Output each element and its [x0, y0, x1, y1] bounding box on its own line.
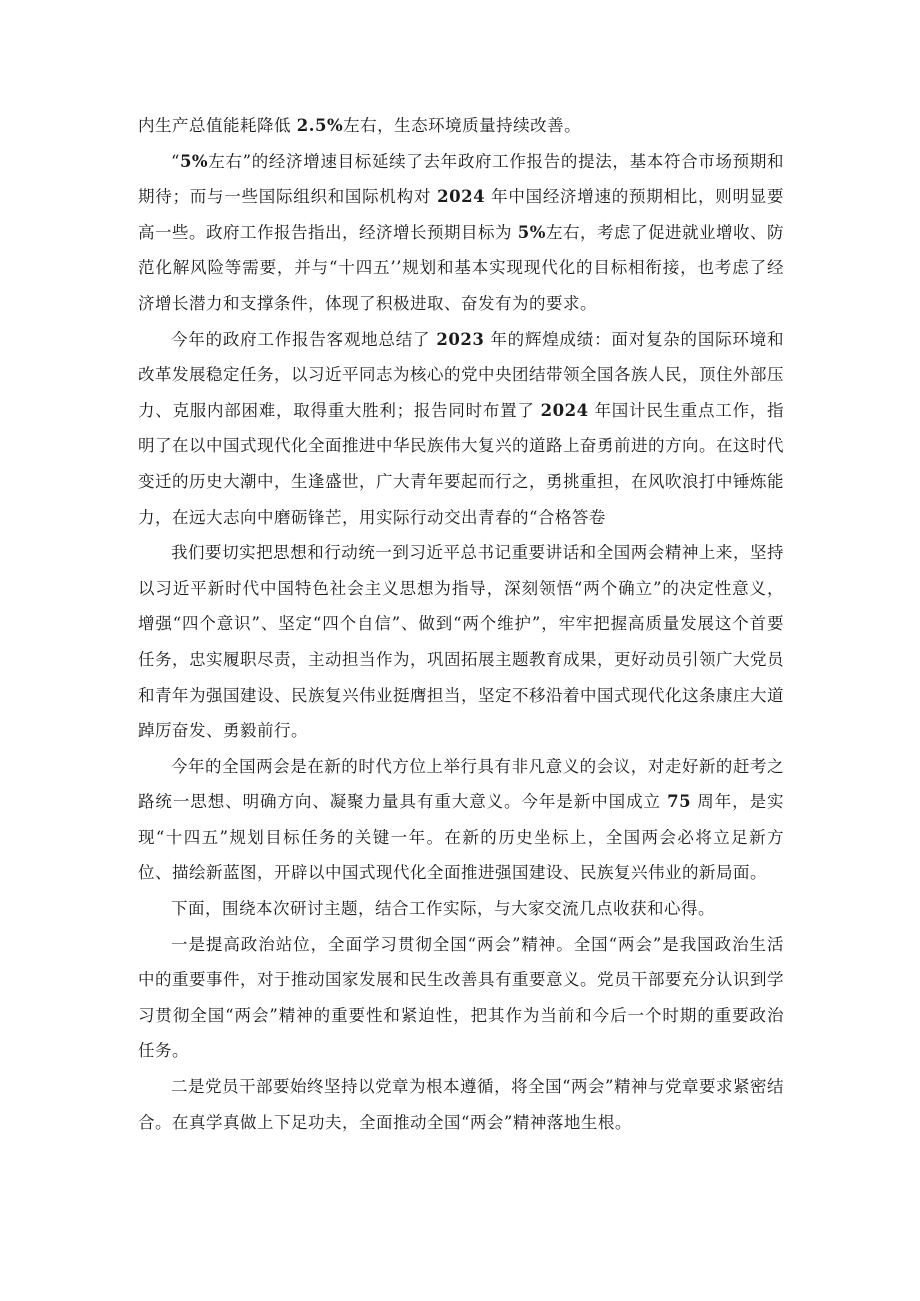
text-run: 内生产总值能耗降低: [138, 116, 297, 135]
paragraph-unify-thought: [138, 535, 784, 749]
paragraph-intro: [138, 891, 784, 927]
text-run: 下面，围绕本次研讨主题，结合工作实际，与大家交流几点收获和心得。: [171, 899, 715, 919]
paragraph-point-two: [138, 1069, 784, 1140]
text-run: 二是党员干部要始终坚持以党章为根本遵循，将全国“两会”精神与党章要求紧密结合。在真学真做上下足功夫，全面推动全国“两会”精神落地生根。: [138, 1077, 784, 1132]
text-run: 一是提高政治站位，全面学习贯彻全国“两会”精神。全国“两会”是我国政治生活中的重要事件，对于推动国家发展和民生改善具有重要意义。党员干部要充分认识到学习贯彻全国“两会”精神的重要性和紧迫性，把其作为当前和今后一个时期的重要政治任务。: [138, 934, 784, 1061]
bold-number: 75: [667, 792, 692, 812]
bold-number: 5%: [179, 151, 209, 171]
text-run: 周年，是实现“十四五”规划目标任务的关键一年。在新的历史坐标上，全国两会必将立足新方位、描绘新蓝图，开辟以中国式现代化全面推进强国建设、民族复兴伟业的新局面。: [138, 792, 784, 883]
document-body: [138, 108, 784, 1140]
bold-number: 2023: [436, 329, 485, 349]
text-run: 我们要切实把思想和行动统一到习近平总书记重要讲话和全国两会精神上来，坚持以习近平新时代中国特色社会主义思想为指导，深刻领悟“两个确立”的决定性意义，增强“四个意识”、坚定“四个自信”、做到“两个维护”，牢牢把握高质量发展这个首要任务，忠实履职尽责，主动担当作为，巩固拓展主题教育成果，更好动员引领广大党员和青年为强国建设、民族复兴伟业挺膺担当，坚定不移沿着中国式现代化这条康庄大道踔厉奋发、勇毅前行。: [138, 543, 784, 741]
text-run: 左右，生态环境质量持续改善。: [343, 116, 582, 135]
bold-number: 2024: [437, 187, 486, 207]
text-run: “: [171, 151, 180, 171]
paragraph-growth-target: [138, 144, 784, 322]
text-run: 年的辉煌成绩：面对复杂的国际环境和改革发展稳定任务，以习近平同志为核心的党中央团结带领全国各族人民，顶住外部压力、克服内部困难，取得重大胜利；报告同时布置了: [138, 329, 784, 420]
paragraph-report-summary: [138, 322, 784, 536]
paragraph-point-one: [138, 927, 784, 1069]
paragraph-continuation: [138, 108, 784, 144]
text-run: 今年的政府工作报告客观地总结了: [171, 329, 437, 349]
bold-number: 5%: [517, 222, 546, 242]
text-run: 左右”的经济增速目标延续了去年政府工作报告的提法，基本符合市场预期和期待；而与一些国际组织和国际机构对: [138, 151, 784, 207]
text-run: 左右，考虑了促进就业增收、防范化解风险等需要，并与“十四五’’规划和基本实现现代化的目标相衔接，也考虑了经济增长潜力和支撑条件，体现了积极进取、奋发有为的要求。: [138, 222, 784, 313]
text-run: 年国计民生重点工作，指明了在以中国式现代化全面推进中华民族伟大复兴的道路上奋勇前进的方向。在这时代变迁的历史大潮中，生逢盛世，广大青年要起而行之，勇挑重担，在风吹浪打中锤炼能力，在远大志向中磨砺锋芒，用实际行动交出青春的“合格答卷: [138, 400, 784, 527]
bold-number: 2.5%: [296, 116, 344, 135]
text-run: 今年的全国两会是在新的时代方位上举行具有非凡意义的会议，对走好新的赶考之路统一思想、明确方向、凝聚力量具有重大意义。今年是新中国成立: [138, 756, 784, 812]
bold-number: 2024: [540, 400, 589, 420]
paragraph-two-sessions-significance: [138, 749, 784, 891]
text-run: 年中国经济增速的预期相比，则明显要高一些。政府工作报告指出，经济增长预期目标为: [138, 187, 784, 242]
